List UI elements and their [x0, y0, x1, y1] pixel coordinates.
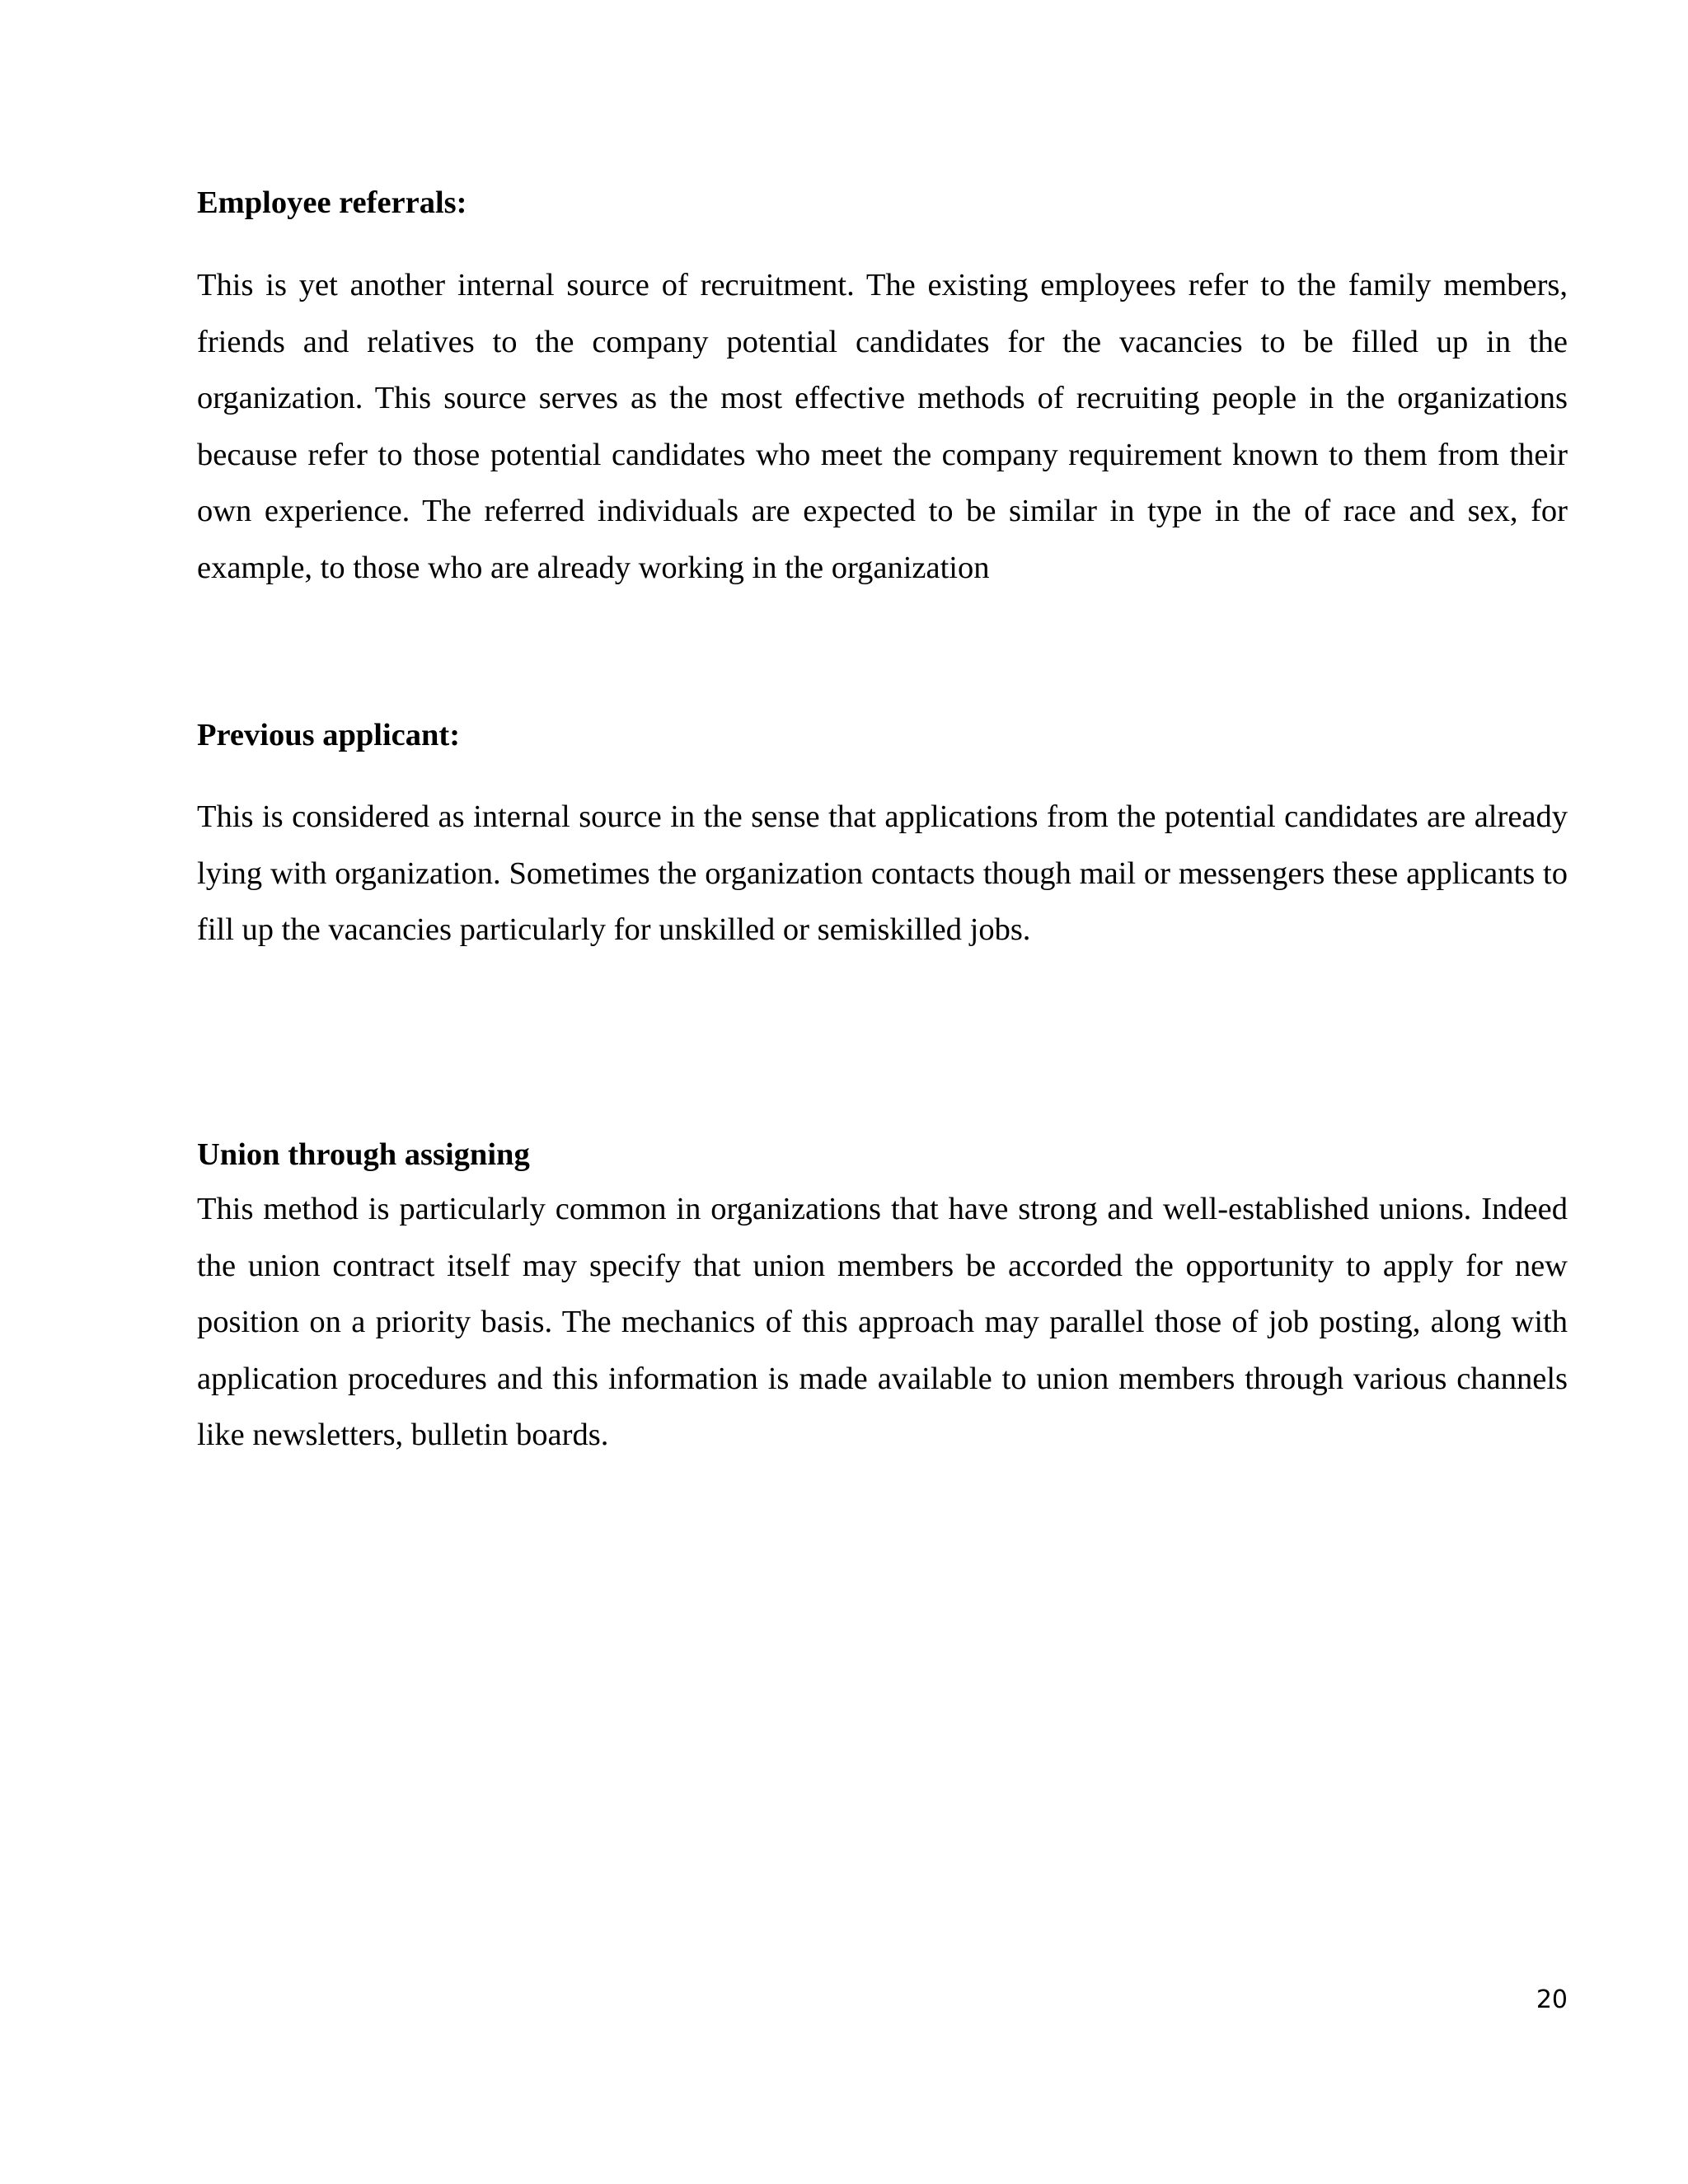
- section-heading: Employee referrals:: [197, 185, 467, 220]
- section-union-heading: [197, 1135, 1568, 1174]
- section-paragraph: This is considered as internal source in the sense that applications from the potential candidates are already lying with organization. Sometimes the organization contacts though mail or messengers these applicants to fill up the vacancies particularly for unskilled or semiskilled jobs.: [197, 799, 1568, 947]
- section-paragraph: This method is particularly common in organizations that have strong and well-established unions. Indeed the union contract itself may specify that union members be accorded the opportunity to apply for new position on a priority basis. The mechanics of this approach may parallel those of job posting, along with application procedures and this information is made available to union members through various channels like newsletters, bulletin boards.: [197, 1192, 1568, 1452]
- section-heading: Union through assigning: [197, 1137, 530, 1172]
- page-number: 20: [1536, 1985, 1568, 2014]
- section-paragraph: This is yet another internal source of recruitment. The existing employees refer to the family members, friends and relatives to the company potential candidates for the vacancies to be filled up in the organization. This source serves as the most effective methods of recruiting people in the organizations because refer to those potential candidates who meet the company requirement known to them from their own experience. The referred individuals are expected to be similar in type in the of race and sex, for example, to those who are already working in the organization: [197, 268, 1568, 585]
- section-previous-applicant-body: [197, 789, 1568, 958]
- section-union-body: [197, 1181, 1568, 1464]
- section-previous-applicant-heading: [197, 715, 1568, 755]
- section-heading: Previous applicant:: [197, 718, 461, 752]
- section-employee-referrals-heading: [197, 183, 1568, 223]
- section-employee-referrals-body: [197, 257, 1568, 596]
